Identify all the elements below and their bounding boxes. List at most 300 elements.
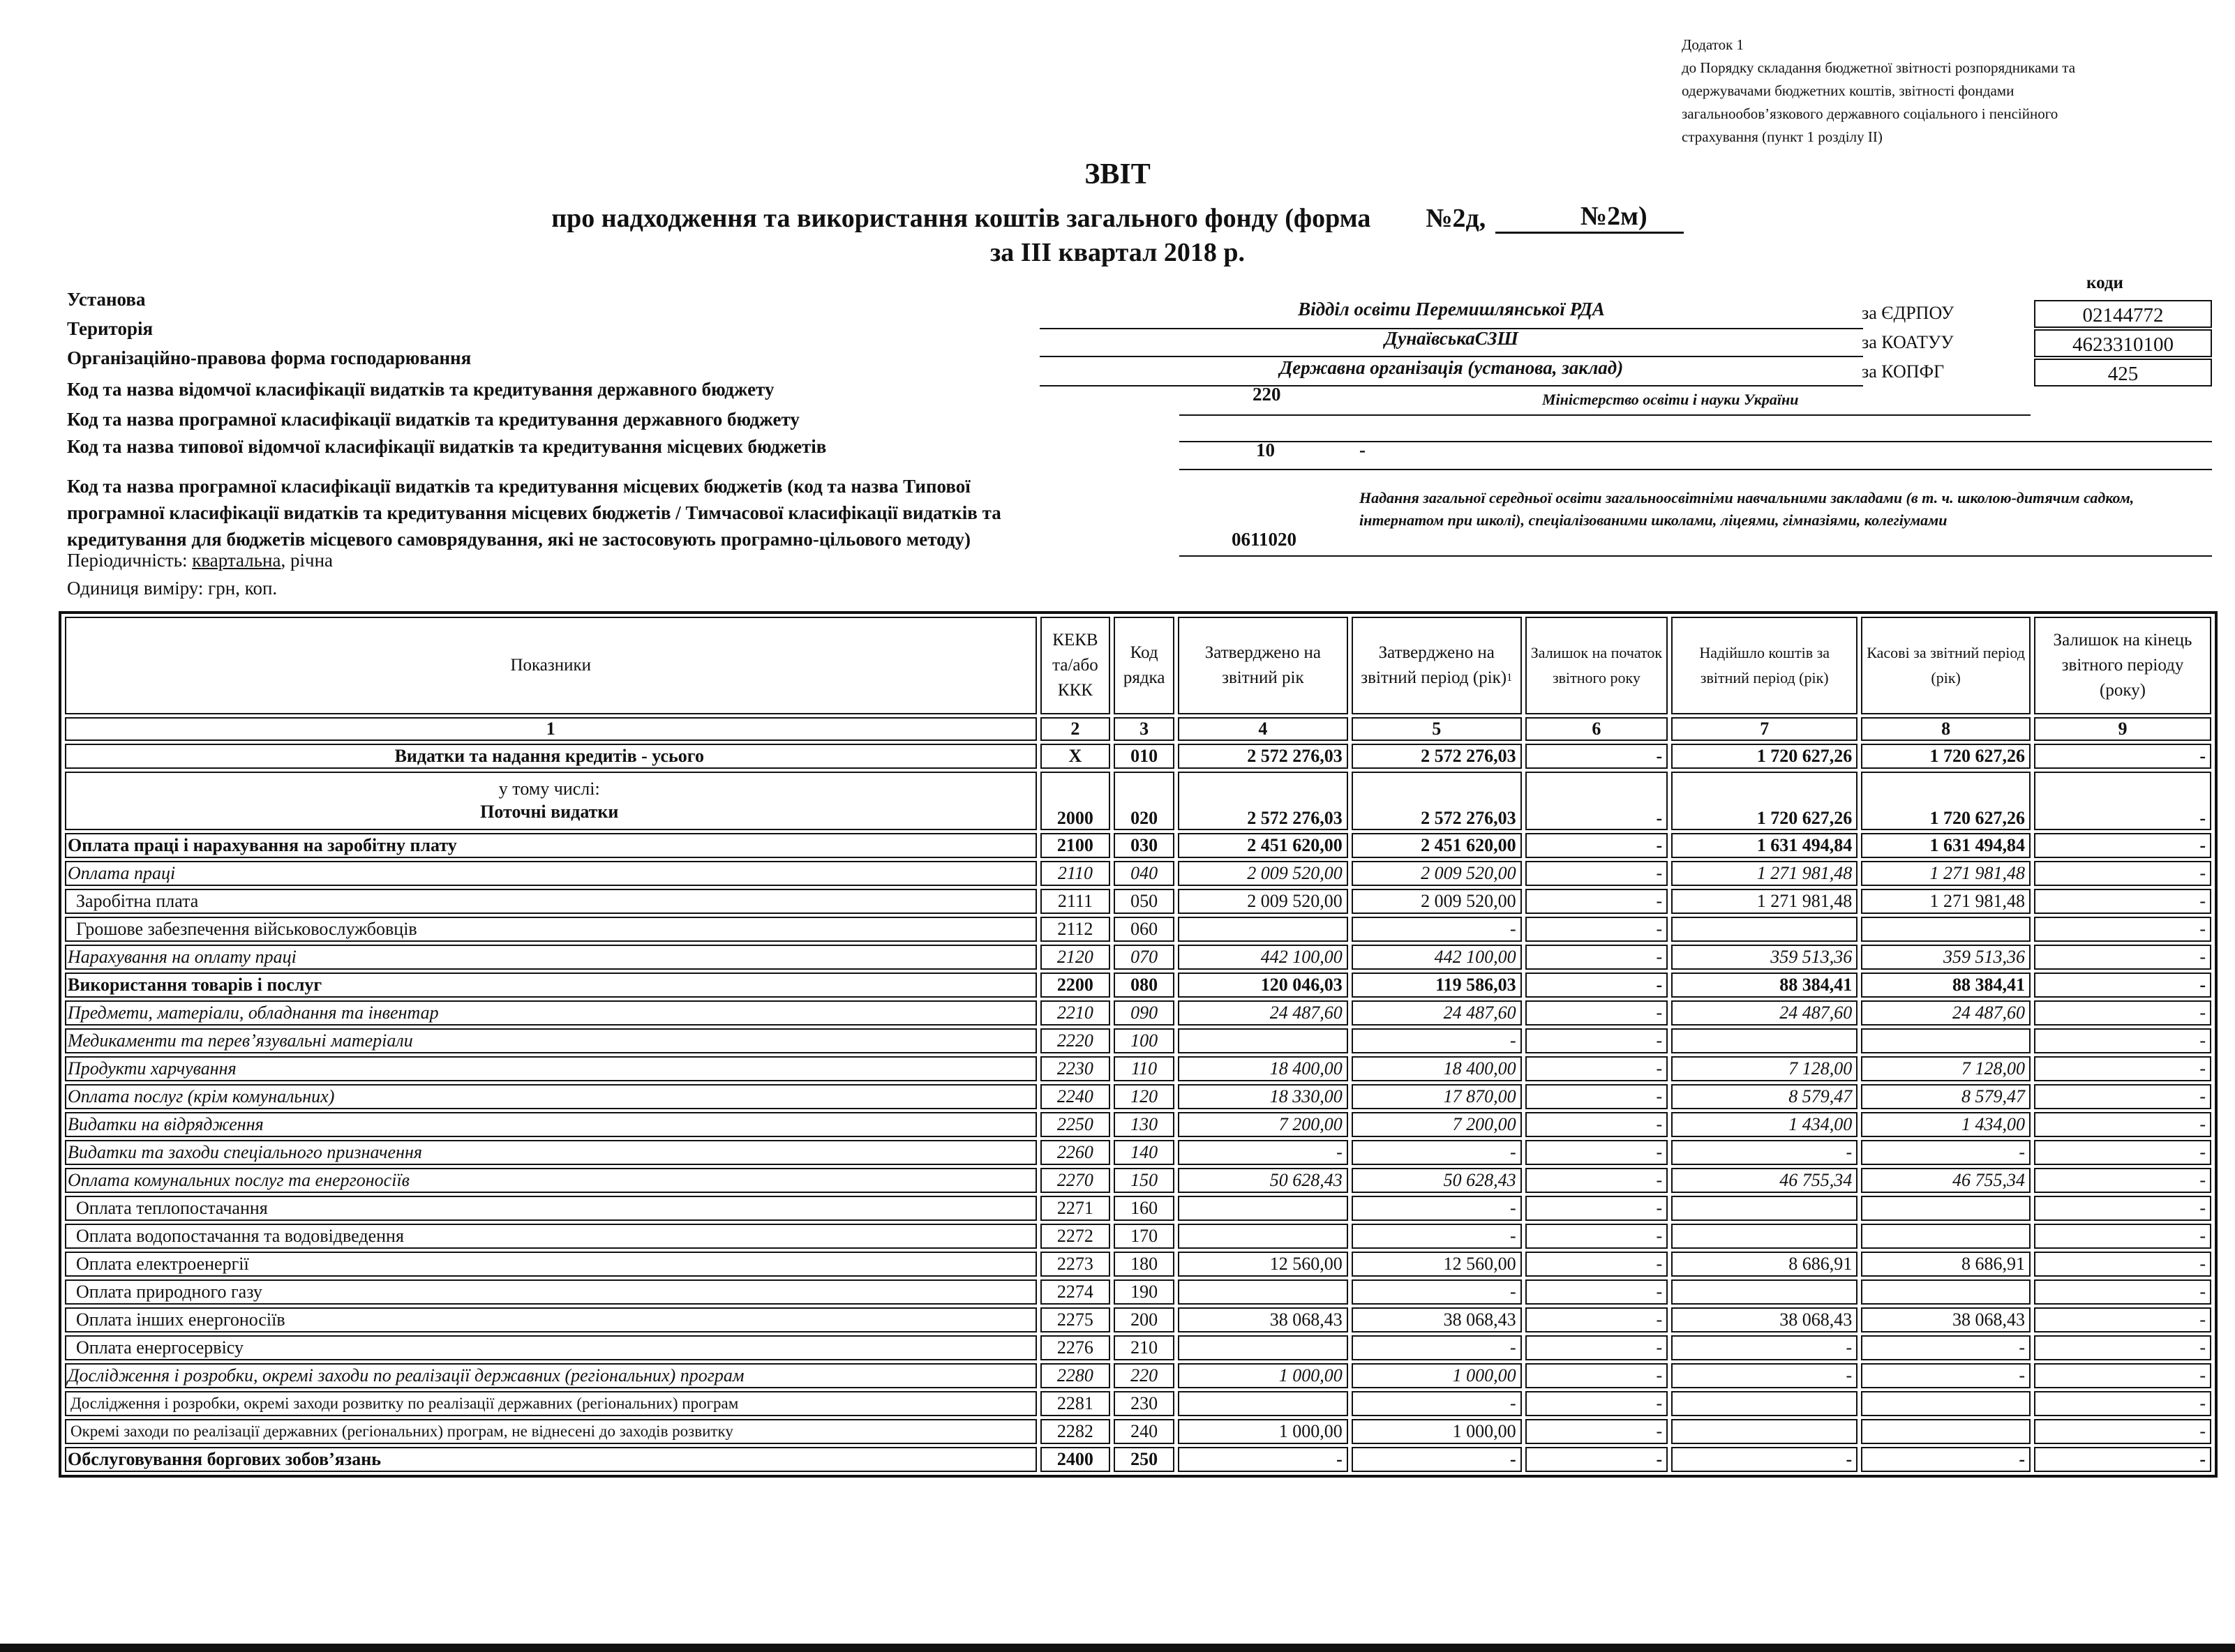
cell-c4 — [1178, 1196, 1348, 1221]
cell-kekv: 2282 — [1040, 1419, 1111, 1444]
cell-kekv: 2230 — [1040, 1056, 1111, 1081]
table-row — [65, 1279, 2211, 1305]
header-balance-end: Залишок на кінець звітного періоду (року) — [2034, 617, 2211, 714]
cell-kekv: 2272 — [1040, 1224, 1111, 1249]
cell-c5: 2 572 276,03 — [1352, 744, 1522, 769]
indicator-label: Дослідження і розробки, окремі заходи розвитку по реалізації державних (регіональних) програм — [65, 1391, 1037, 1416]
cell-c5: 1 000,00 — [1352, 1363, 1522, 1388]
appendix-line: загальнообов’язкового державного соціального і пенсійного — [1682, 105, 2058, 122]
cell-c9: - — [2034, 1447, 2211, 1472]
cell-c7 — [1671, 917, 1857, 942]
appendix-note — [1682, 33, 2212, 149]
cell-kekv: 2240 — [1040, 1084, 1111, 1109]
cell-c9: - — [2034, 1056, 2211, 1081]
table-row — [65, 1112, 2211, 1137]
cell-c7: 38 068,43 — [1671, 1307, 1857, 1332]
typical-class-rule — [1179, 469, 2212, 470]
cell-c5: - — [1352, 1335, 1522, 1360]
cell-c9: - — [2034, 1307, 2211, 1332]
cell-c9: - — [2034, 945, 2211, 970]
cell-c6: - — [1525, 772, 1668, 830]
table-row — [65, 917, 2211, 942]
cell-c6: - — [1525, 1279, 1668, 1305]
cell-kekv: 2276 — [1040, 1335, 1111, 1360]
indicator-label: Нарахування на оплату праці — [65, 945, 1037, 970]
cell-c7: - — [1671, 1447, 1857, 1472]
cell-kekv: 2250 — [1040, 1112, 1111, 1137]
cell-c8 — [1861, 1224, 2031, 1249]
cell-c5: 2 572 276,03 — [1352, 772, 1522, 830]
cell-c4: - — [1178, 1447, 1348, 1472]
koatuu-label: за КОАТУУ — [1862, 332, 1954, 352]
cell-c4: 7 200,00 — [1178, 1112, 1348, 1137]
cell-c9: - — [2034, 1224, 2211, 1249]
cell-c6: - — [1525, 833, 1668, 858]
program-local-name: Надання загальної середньої освіти загальноосвітніми навчальними закладами (в т. ч. школою-дитячим садком, інтернатом при школі), спеціалізованими школами, ліцеями, гімназіями, колегіумами — [1359, 489, 2135, 529]
cell-c5: - — [1352, 1028, 1522, 1053]
cell-c9: - — [2034, 1279, 2211, 1305]
program-local-label-line: програмної класифікації видатків та кредитування місцевих бюджетів / Тимчасової класифікації видатків та — [67, 502, 1001, 523]
cell-c9: - — [2034, 1363, 2211, 1388]
cell-c7 — [1671, 1391, 1857, 1416]
column-number: 4 — [1178, 717, 1348, 741]
cell-c5: - — [1352, 917, 1522, 942]
cell-c7 — [1671, 1279, 1857, 1305]
cell-c8: 38 068,43 — [1861, 1307, 2031, 1332]
edrpou-code: 02144772 — [2034, 300, 2212, 328]
indicator-label: Використання товарів і послуг — [65, 973, 1037, 998]
cell-code: 120 — [1114, 1084, 1174, 1109]
orgform-label: Організаційно-правова форма господарювання — [67, 347, 472, 368]
table-row — [65, 973, 2211, 998]
cell-c9: - — [2034, 861, 2211, 886]
cell-c6: - — [1525, 973, 1668, 998]
orgform-rule — [1040, 385, 1863, 386]
territory-label: Територія — [67, 318, 154, 339]
institution-value: Відділ освіти Перемишлянської РДА — [1298, 299, 1605, 320]
column-number: 7 — [1671, 717, 1857, 741]
departmental-class-label: Код та назва відомчої класифікації видатків та кредитування державного бюджету — [67, 379, 775, 400]
cell-c6: - — [1525, 1112, 1668, 1137]
cell-c5: 18 400,00 — [1352, 1056, 1522, 1081]
cell-kekv: 2275 — [1040, 1307, 1111, 1332]
cell-c4: 1 000,00 — [1178, 1419, 1348, 1444]
appendix-line: страхування (пункт 1 розділу ІІ) — [1682, 128, 1883, 145]
table-row — [65, 861, 2211, 886]
cell-c5: 442 100,00 — [1352, 945, 1522, 970]
cell-code: 060 — [1114, 917, 1174, 942]
indicator-label: Обслуговування боргових зобов’язань — [65, 1447, 1037, 1472]
scan-bottom-edge — [0, 1644, 2235, 1652]
cell-c6: - — [1525, 1363, 1668, 1388]
cell-c8: 24 487,60 — [1861, 1000, 2031, 1026]
table-row — [65, 1084, 2211, 1109]
cell-c9: - — [2034, 772, 2211, 830]
cell-c7: 359 513,36 — [1671, 945, 1857, 970]
cell-kekv: 2220 — [1040, 1028, 1111, 1053]
cell-c7: 46 755,34 — [1671, 1168, 1857, 1193]
indicator-label: Видатки та надання кредитів - усього — [65, 744, 1037, 769]
departmental-class-rule — [1179, 414, 2031, 416]
cell-kekv: 2271 — [1040, 1196, 1111, 1221]
table-row — [65, 833, 2211, 858]
indicator-sublabel: у тому числі: — [498, 779, 600, 799]
cell-c9: - — [2034, 833, 2211, 858]
cell-c6: - — [1525, 1307, 1668, 1332]
cell-c8: 8 579,47 — [1861, 1084, 2031, 1109]
header-row-code: Код рядка — [1114, 617, 1174, 714]
table-row — [65, 1419, 2211, 1444]
table-row — [65, 1447, 2211, 1472]
cell-c6: - — [1525, 1391, 1668, 1416]
header-approved-year: Затверджено на звітний рік — [1178, 617, 1348, 714]
indicator-label: Заробітна плата — [65, 889, 1037, 914]
indicator-label: Видатки та заходи спеціального призначення — [65, 1140, 1037, 1165]
cell-c4: 2 572 276,03 — [1178, 744, 1348, 769]
cell-c7: 8 686,91 — [1671, 1252, 1857, 1277]
cell-code: 150 — [1114, 1168, 1174, 1193]
cell-kekv: 2120 — [1040, 945, 1111, 970]
program-local-label — [67, 473, 1156, 553]
cell-c6: - — [1525, 1224, 1668, 1249]
cell-c9: - — [2034, 917, 2211, 942]
cell-c4: 2 009 520,00 — [1178, 861, 1348, 886]
cell-kekv: 2110 — [1040, 861, 1111, 886]
cell-c9: - — [2034, 1112, 2211, 1137]
cell-c8: - — [1861, 1335, 2031, 1360]
cell-c6: - — [1525, 1419, 1668, 1444]
cell-c8 — [1861, 1419, 2031, 1444]
program-state-label: Код та назва програмної класифікації видатків та кредитування державного бюджету — [67, 409, 800, 430]
cell-c7: 1 271 981,48 — [1671, 861, 1857, 886]
table-row — [65, 1224, 2211, 1249]
report-table-frame — [59, 611, 2218, 1478]
cell-code: 020 — [1114, 772, 1174, 830]
typical-class-name: - — [1359, 440, 1366, 460]
cell-c5: 2 009 520,00 — [1352, 889, 1522, 914]
cell-c5: - — [1352, 1140, 1522, 1165]
cell-c6: - — [1525, 1084, 1668, 1109]
institution-label: Установа — [67, 289, 146, 310]
table-row — [65, 1000, 2211, 1026]
cell-code: 250 — [1114, 1447, 1174, 1472]
header-approved-period-footnote: 1 — [1507, 672, 1513, 684]
cell-c6: - — [1525, 1000, 1668, 1026]
cell-c9: - — [2034, 1391, 2211, 1416]
indicator-label: Оплата водопостачання та водовідведення — [65, 1224, 1037, 1249]
header-approved-period-text: Затверджено на звітний період (рік) — [1361, 643, 1507, 687]
cell-kekv: 2270 — [1040, 1168, 1111, 1193]
cell-c5: 1 000,00 — [1352, 1419, 1522, 1444]
cell-c9: - — [2034, 1140, 2211, 1165]
cell-c8: 1 271 981,48 — [1861, 861, 2031, 886]
cell-c8 — [1861, 1279, 2031, 1305]
cell-c4 — [1178, 1224, 1348, 1249]
table-row — [65, 1307, 2211, 1332]
cell-c7 — [1671, 1196, 1857, 1221]
table-row — [65, 1056, 2211, 1081]
cell-code: 140 — [1114, 1140, 1174, 1165]
cell-c5: - — [1352, 1224, 1522, 1249]
cell-kekv: 2260 — [1040, 1140, 1111, 1165]
report-subtitle-text: про надходження та використання коштів загального фонду (форма — [551, 204, 1371, 233]
program-local-code: 0611020 — [1232, 529, 1297, 550]
cell-c8: 46 755,34 — [1861, 1168, 2031, 1193]
cell-c8: 359 513,36 — [1861, 945, 2031, 970]
cell-c8: 1 720 627,26 — [1861, 772, 2031, 830]
cell-c5: - — [1352, 1279, 1522, 1305]
cell-code: 050 — [1114, 889, 1174, 914]
cell-kekv: 2111 — [1040, 889, 1111, 914]
cell-c7: - — [1671, 1335, 1857, 1360]
cell-c8: 7 128,00 — [1861, 1056, 2031, 1081]
cell-c8: 88 384,41 — [1861, 973, 2031, 998]
column-number: 6 — [1525, 717, 1668, 741]
cell-c5: 50 628,43 — [1352, 1168, 1522, 1193]
indicator-label: Грошове забезпечення військовослужбовців — [65, 917, 1037, 942]
indicator-label: Оплата праці — [65, 861, 1037, 886]
cell-c9: - — [2034, 889, 2211, 914]
cell-c7: 1 434,00 — [1671, 1112, 1857, 1137]
indicator-label: Оплата комунальних послуг та енергоносіїв — [65, 1168, 1037, 1193]
periodicity-quarterly: квартальна — [192, 550, 281, 571]
cell-code: 130 — [1114, 1112, 1174, 1137]
cell-c5: 2 451 620,00 — [1352, 833, 1522, 858]
cell-c8: 1 271 981,48 — [1861, 889, 2031, 914]
column-number: 3 — [1114, 717, 1174, 741]
cell-c6: - — [1525, 889, 1668, 914]
cell-kekv: 2210 — [1040, 1000, 1111, 1026]
cell-c8: 1 631 494,84 — [1861, 833, 2031, 858]
cell-c8 — [1861, 1028, 2031, 1053]
appendix-line: Додаток 1 — [1682, 36, 1744, 53]
cell-kekv: 2200 — [1040, 973, 1111, 998]
cell-c9: - — [2034, 1084, 2211, 1109]
cell-c6: - — [1525, 1252, 1668, 1277]
cell-c9: - — [2034, 973, 2211, 998]
appendix-line: одержувачами бюджетних коштів, звітності фондами — [1682, 82, 2015, 99]
form-2m: №2м) — [1580, 202, 1647, 231]
cell-c4: 18 400,00 — [1178, 1056, 1348, 1081]
header-received: Надійшло коштів за звітний період (рік) — [1671, 617, 1857, 714]
cell-c6: - — [1525, 1168, 1668, 1193]
periodicity-rest: , річна — [281, 550, 334, 571]
cell-c9: - — [2034, 1000, 2211, 1026]
cell-code: 030 — [1114, 833, 1174, 858]
unit-of-measure: Одиниця виміру: грн, коп. — [67, 578, 278, 599]
cell-code: 230 — [1114, 1391, 1174, 1416]
cell-code: 180 — [1114, 1252, 1174, 1277]
cell-c6: - — [1525, 945, 1668, 970]
column-numbers-row — [65, 717, 2211, 741]
cell-c5: - — [1352, 1391, 1522, 1416]
table-row — [65, 1168, 2211, 1193]
cell-c5: 38 068,43 — [1352, 1307, 1522, 1332]
cell-c4: 1 000,00 — [1178, 1363, 1348, 1388]
cell-c7: - — [1671, 1363, 1857, 1388]
territory-value: ДунаївськаСЗШ — [1384, 328, 1518, 349]
cell-kekv: 2274 — [1040, 1279, 1111, 1305]
header-balance-start: Залишок на початок звітного року — [1525, 617, 1668, 714]
cell-c8: 1 720 627,26 — [1861, 744, 2031, 769]
cell-kekv: 2000 — [1040, 772, 1111, 830]
table-row — [65, 889, 2211, 914]
indicator-label: Оплата енергосервісу — [65, 1335, 1037, 1360]
form-underline — [1495, 201, 1684, 234]
cell-code: 070 — [1114, 945, 1174, 970]
cell-c8 — [1861, 1196, 2031, 1221]
indicator-label: Медикаменти та перев’язувальні матеріали — [65, 1028, 1037, 1053]
cell-c8 — [1861, 1391, 2031, 1416]
cell-c8: - — [1861, 1363, 2031, 1388]
departmental-class-name: Міністерство освіти і науки України — [1542, 391, 1799, 408]
cell-c7 — [1671, 1028, 1857, 1053]
table-row — [65, 945, 2211, 970]
cell-c4: 50 628,43 — [1178, 1168, 1348, 1193]
periodicity — [67, 550, 333, 571]
codes-label: коди — [2086, 273, 2123, 292]
cell-c4: - — [1178, 1140, 1348, 1165]
program-local-label-line: Код та назва програмної класифікації видатків та кредитування місцевих бюджетів (код та назва Типової — [67, 476, 971, 497]
cell-c5: - — [1352, 1196, 1522, 1221]
cell-c5: 7 200,00 — [1352, 1112, 1522, 1137]
cell-c8: 8 686,91 — [1861, 1252, 2031, 1277]
table-row — [65, 744, 2211, 769]
indicator-label: Предмети, матеріали, обладнання та інвентар — [65, 1000, 1037, 1026]
table-row — [65, 1140, 2211, 1165]
cell-c4: 120 046,03 — [1178, 973, 1348, 998]
report-title: ЗВІТ — [1084, 158, 1151, 190]
cell-c6: - — [1525, 1056, 1668, 1081]
cell-c4: 442 100,00 — [1178, 945, 1348, 970]
indicator-label: Оплата електроенергії — [65, 1252, 1037, 1277]
cell-c4 — [1178, 1391, 1348, 1416]
cell-c9: - — [2034, 1335, 2211, 1360]
koatuu-code: 4623310100 — [2034, 329, 2212, 357]
cell-kekv: 2273 — [1040, 1252, 1111, 1277]
cell-c4: 18 330,00 — [1178, 1084, 1348, 1109]
cell-kekv: 2281 — [1040, 1391, 1111, 1416]
departmental-class-code: 220 — [1253, 384, 1281, 405]
cell-c5: 2 009 520,00 — [1352, 861, 1522, 886]
cell-c7: 1 720 627,26 — [1671, 772, 1857, 830]
cell-c5: 119 586,03 — [1352, 973, 1522, 998]
cell-code: 160 — [1114, 1196, 1174, 1221]
report-table — [61, 614, 2215, 1475]
table-row — [65, 1363, 2211, 1388]
cell-c4 — [1178, 1335, 1348, 1360]
cell-c5: 24 487,60 — [1352, 1000, 1522, 1026]
cell-c4: 2 009 520,00 — [1178, 889, 1348, 914]
table-row — [65, 1391, 2211, 1416]
cell-code: 040 — [1114, 861, 1174, 886]
indicator-label-text: Поточні видатки — [480, 802, 619, 822]
typical-class-label: Код та назва типової відомчої класифікації видатків та кредитування місцевих бюджетів — [67, 436, 827, 457]
cell-code: 190 — [1114, 1279, 1174, 1305]
program-local-label-line: кредитування для бюджетів місцевого самоврядування, які не застосовують програмно-цільового методу) — [67, 529, 971, 550]
cell-code: 220 — [1114, 1363, 1174, 1388]
indicator-label: Оплата теплопостачання — [65, 1196, 1037, 1221]
kopfg-label: за КОПФГ — [1862, 361, 1945, 382]
cell-kekv: 2112 — [1040, 917, 1111, 942]
table-row — [65, 1196, 2211, 1221]
cell-c4: 2 451 620,00 — [1178, 833, 1348, 858]
cell-c8 — [1861, 917, 2031, 942]
edrpou-label: за ЄДРПОУ — [1862, 303, 1954, 323]
cell-code: 080 — [1114, 973, 1174, 998]
header-kekv: КЕКВ та/або ККК — [1040, 617, 1111, 714]
program-local-rule — [1179, 555, 2212, 557]
cell-c4: 12 560,00 — [1178, 1252, 1348, 1277]
column-number: 9 — [2034, 717, 2211, 741]
cell-c4: 38 068,43 — [1178, 1307, 1348, 1332]
cell-c6: - — [1525, 1140, 1668, 1165]
indicator-label: Оплата природного газу — [65, 1279, 1037, 1305]
cell-c6: - — [1525, 861, 1668, 886]
cell-c8: - — [1861, 1140, 2031, 1165]
indicator-label: Продукти харчування — [65, 1056, 1037, 1081]
report-subtitle — [0, 201, 2235, 234]
orgform-value: Державна організація (установа, заклад) — [1279, 357, 1624, 378]
indicator-label: Оплата інших енергоносіїв — [65, 1307, 1037, 1332]
appendix-line: до Порядку складання бюджетної звітності розпорядниками та — [1682, 59, 2076, 76]
cell-c9: - — [2034, 1196, 2211, 1221]
header-cash-expenses: Касові за звітний період (рік) — [1861, 617, 2031, 714]
cell-c6: - — [1525, 1447, 1668, 1472]
cell-c8: 1 434,00 — [1861, 1112, 2031, 1137]
cell-c4: 24 487,60 — [1178, 1000, 1348, 1026]
cell-c7: 7 128,00 — [1671, 1056, 1857, 1081]
indicator-label: Оплата праці і нарахування на заробітну плату — [65, 833, 1037, 858]
cell-kekv: X — [1040, 744, 1111, 769]
cell-c5: 12 560,00 — [1352, 1252, 1522, 1277]
cell-c6: - — [1525, 1028, 1668, 1053]
cell-c7: 1 631 494,84 — [1671, 833, 1857, 858]
indicator-label: Видатки на відрядження — [65, 1112, 1037, 1137]
typical-class-code: 10 — [1256, 440, 1275, 460]
cell-c7: 24 487,60 — [1671, 1000, 1857, 1026]
cell-code: 090 — [1114, 1000, 1174, 1026]
cell-c9: - — [2034, 744, 2211, 769]
cell-c9: - — [2034, 1028, 2211, 1053]
cell-kekv: 2100 — [1040, 833, 1111, 858]
cell-c9: - — [2034, 1252, 2211, 1277]
cell-c7: 88 384,41 — [1671, 973, 1857, 998]
cell-c7 — [1671, 1224, 1857, 1249]
cell-c5: - — [1352, 1447, 1522, 1472]
indicator-label: Дослідження і розробки, окремі заходи по реалізації державних (регіональних) програм — [65, 1363, 1037, 1388]
indicator-label: Окремі заходи по реалізації державних (регіональних) програм, не віднесені до заходів розвитку — [65, 1419, 1037, 1444]
column-number: 1 — [65, 717, 1037, 741]
indicator-label: Оплата послуг (крім комунальних) — [65, 1084, 1037, 1109]
cell-code: 240 — [1114, 1419, 1174, 1444]
periodicity-prefix: Періодичність: — [67, 550, 193, 571]
column-number: 8 — [1861, 717, 2031, 741]
header-approved-period — [1352, 617, 1522, 714]
header-indicators: Показники — [65, 617, 1037, 714]
table-header-row — [65, 617, 2211, 714]
table-row — [65, 1028, 2211, 1053]
table-row — [65, 1335, 2211, 1360]
cell-c9: - — [2034, 1168, 2211, 1193]
cell-code: 010 — [1114, 744, 1174, 769]
table-row — [65, 1252, 2211, 1277]
table-row — [65, 772, 2211, 830]
cell-c9: - — [2034, 1419, 2211, 1444]
cell-c7: 8 579,47 — [1671, 1084, 1857, 1109]
cell-c6: - — [1525, 744, 1668, 769]
cell-c4 — [1178, 1279, 1348, 1305]
